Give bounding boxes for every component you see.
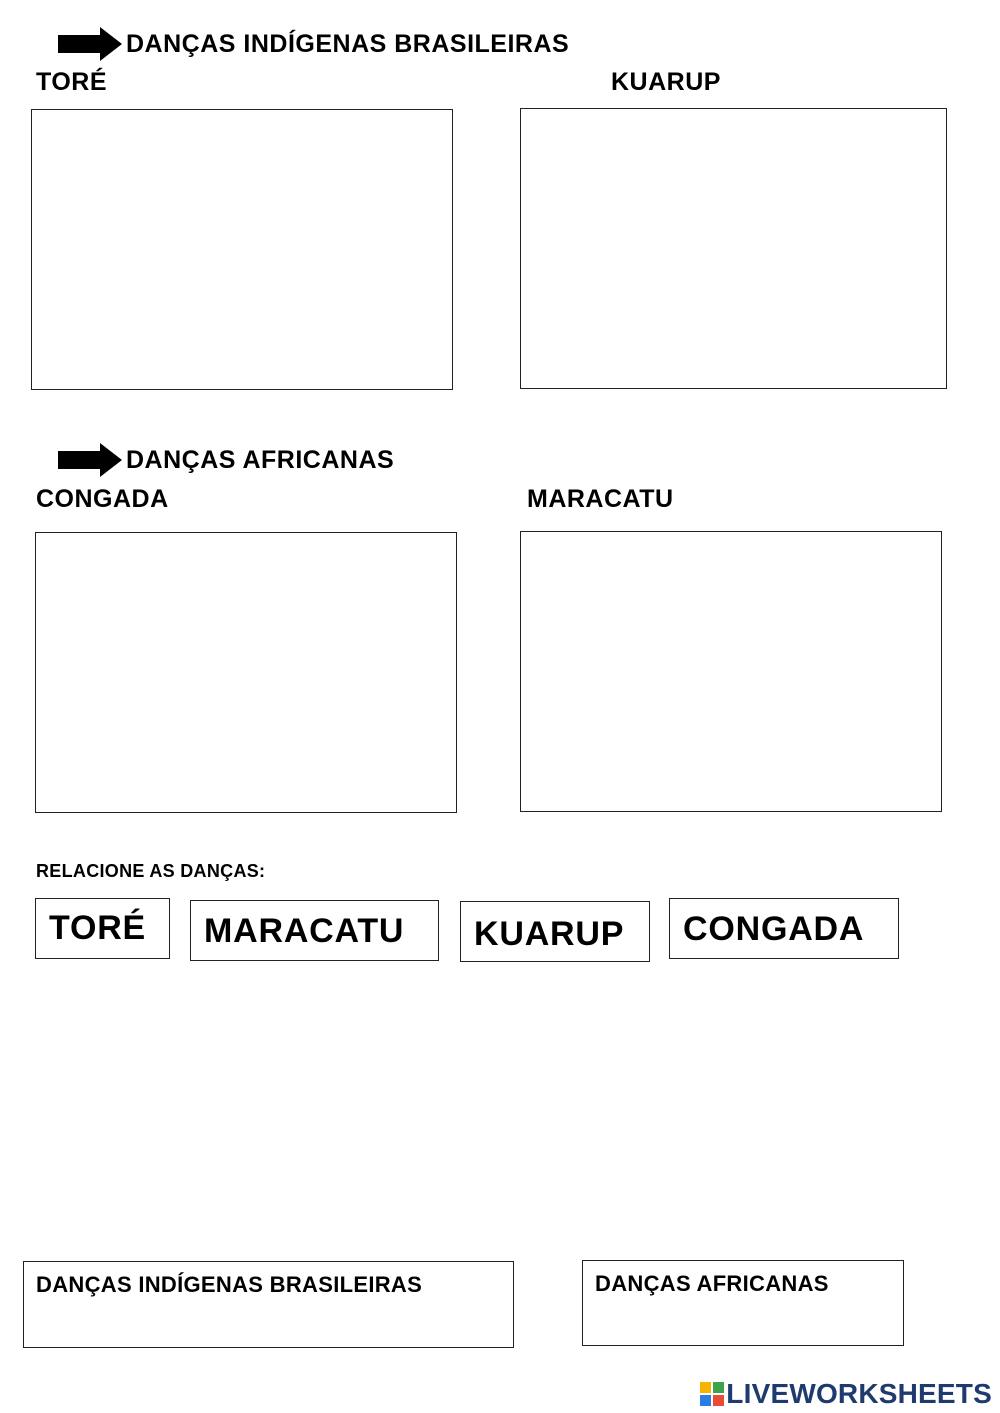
matching-instruction: RELACIONE AS DANÇAS: [36, 861, 266, 881]
dance-label-kuarup: KUARUP [611, 68, 721, 96]
draggable-word-maracatu[interactable] [190, 900, 439, 961]
dance-label-tore: TORÉ [36, 68, 107, 96]
arrow-right-icon [58, 443, 122, 477]
image-box-maracatu [520, 531, 942, 812]
image-box-tore [31, 109, 453, 390]
brand-footer [700, 1378, 992, 1410]
drop-target-african[interactable] [582, 1260, 904, 1346]
section-title-african: DANÇAS AFRICANAS [126, 446, 395, 474]
draggable-word-congada[interactable] [669, 898, 899, 959]
image-box-kuarup [520, 108, 947, 389]
target-label: DANÇAS INDÍGENAS BRASILEIRAS [36, 1272, 423, 1297]
dance-label-maracatu: MARACATU [527, 485, 674, 513]
liveworksheets-logo-icon [700, 1382, 724, 1406]
dance-label-congada: CONGADA [36, 485, 169, 513]
word-label: MARACATU [204, 912, 405, 950]
arrow-right-icon [58, 27, 122, 61]
image-box-congada [35, 532, 457, 813]
target-label: DANÇAS AFRICANAS [595, 1271, 829, 1296]
draggable-word-kuarup[interactable] [460, 901, 650, 962]
word-label: KUARUP [474, 915, 625, 953]
drop-target-indigenous[interactable] [23, 1261, 514, 1348]
word-label: TORÉ [49, 909, 147, 947]
brand-name: LIVEWORKSHEETS [726, 1378, 992, 1409]
section-title-indigenous: DANÇAS INDÍGENAS BRASILEIRAS [126, 30, 570, 58]
word-label: CONGADA [683, 910, 865, 948]
draggable-word-tore[interactable] [35, 898, 170, 959]
